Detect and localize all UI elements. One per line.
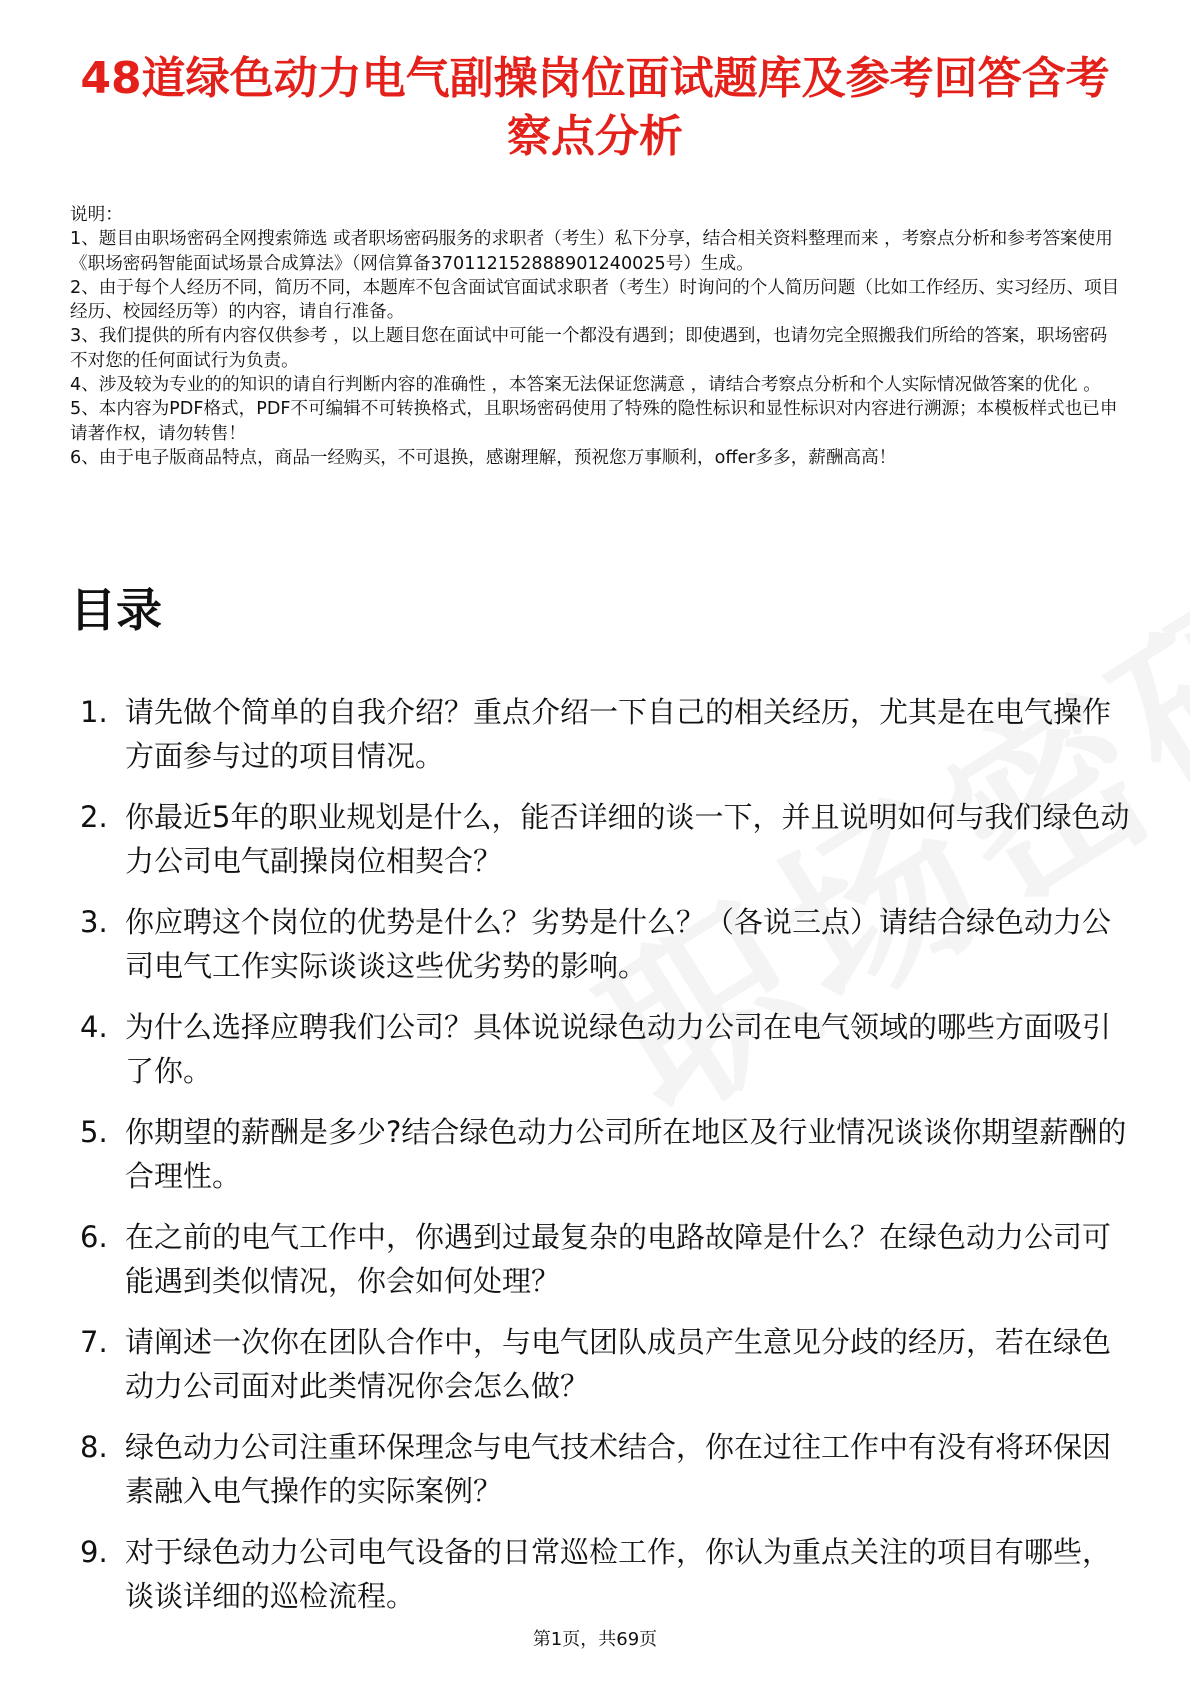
toc-item-number: 3. [80,905,108,939]
toc-item-number: 9. [80,1535,108,1569]
document-title: 48道绿色动力电气副操岗位面试题库及参考回答含考察点分析 [80,53,1110,162]
toc-heading: 目录 [70,583,162,637]
toc-item-number: 8. [80,1430,108,1464]
toc-item-text: 在之前的电气工作中，你遇到过最复杂的电路故障是什么？在绿色动力公司可能遇到类似情况，你会如何处理？ [125,1220,1112,1298]
toc-item-text: 请阐述一次你在团队合作中，与电气团队成员产生意见分歧的经历，若在绿色动力公司面对此类情况你会怎么做？ [125,1325,1112,1403]
toc-item[interactable] [70,1530,1130,1618]
toc-item-text: 你期望的薪酬是多少?结合绿色动力公司所在地区及行业情况谈谈你期望薪酬的合理性。 [125,1115,1127,1193]
toc-item[interactable] [70,1005,1130,1093]
toc-item-number: 5. [80,1115,108,1149]
toc-item[interactable] [70,690,1130,778]
toc-item-text: 对于绿色动力公司电气设备的日常巡检工作，你认为重点关注的项目有哪些，谈谈详细的巡检流程。 [125,1535,1112,1613]
toc-item-text: 绿色动力公司注重环保理念与电气技术结合，你在过往工作中有没有将环保因素融入电气操作的实际案例？ [125,1430,1112,1508]
note-item: 2、由于每个人经历不同，简历不同，本题库不包含面试官面试求职者（考生）时询问的个人简历问题（比如工作经历、实习经历、项目经历、校园经历等）的内容，请自行准备。 [70,277,1120,323]
note-item: 6、由于电子版商品特点，商品一经购买，不可退换，感谢理解，预祝您万事顺利，offer多多，薪酬高高！ [70,447,897,468]
toc-item[interactable] [70,1320,1130,1408]
toc-item[interactable] [70,795,1130,883]
toc-item[interactable] [70,1110,1130,1198]
toc-item-number: 7. [80,1325,108,1359]
notes-section [70,203,1120,470]
notes-heading: 说明： [70,205,123,225]
toc-item[interactable] [70,1425,1130,1513]
page-footer: 第1页，共69页 [532,1629,658,1650]
toc-item-text: 为什么选择应聘我们公司？具体说说绿色动力公司在电气领域的哪些方面吸引了你。 [125,1010,1112,1088]
note-item: 5、本内容为PDF格式，PDF不可编辑不可转换格式，且职场密码使用了特殊的隐性标识和显性标识对内容进行溯源；本模板样式也已申请著作权，请勿转售！ [70,399,1118,444]
note-item: 1、题目由职场密码全网搜索筛选 或者职场密码服务的求职者（考生）私下分享，结合相关资料整理而来 ，考察点分析和参考答案使用《职场密码智能面试场景合成算法》（网信算备370112152888901240025号）生成。 [70,229,1113,274]
toc-list [70,690,1130,1635]
toc-item-number: 1. [80,695,108,729]
note-item: 4、涉及较为专业的的知识的请自行判断内容的准确性 ，本答案无法保证您满意 ，请结合考察点分析和个人实际情况做答案的优化 。 [70,375,1101,396]
toc-item-text: 请先做个简单的自我介绍？重点介绍一下自己的相关经历，尤其是在电气操作方面参与过的项目情况。 [125,695,1112,773]
toc-item[interactable] [70,900,1130,988]
toc-item-number: 6. [80,1220,108,1254]
toc-item-text: 你最近5年的职业规划是什么，能否详细的谈一下，并且说明如何与我们绿色动力公司电气副操岗位相契合？ [125,800,1130,878]
toc-item-text: 你应聘这个岗位的优势是什么？劣势是什么？（各说三点）请结合绿色动力公司电气工作实际谈谈这些优劣势的影响。 [125,905,1112,983]
note-item: 3、我们提供的所有内容仅供参考 ，以上题目您在面试中可能一个都没有遇到；即使遇到，也请勿完全照搬我们所给的答案，职场密码不对您的任何面试行为负责。 [70,326,1108,371]
toc-item[interactable] [70,1215,1130,1303]
toc-item-number: 2. [80,800,108,834]
toc-item-number: 4. [80,1010,108,1044]
